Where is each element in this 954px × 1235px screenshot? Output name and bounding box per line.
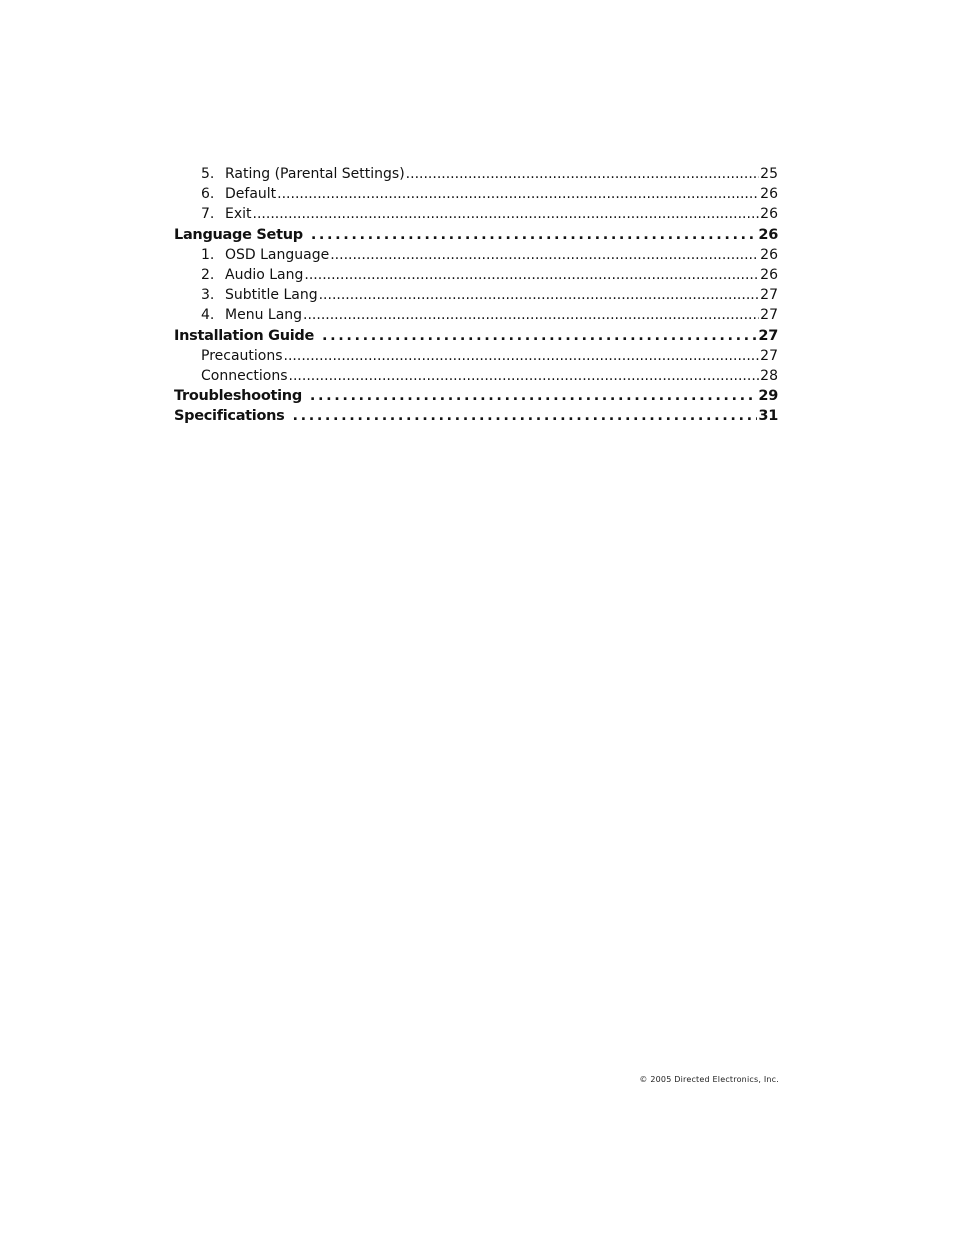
dot-leader bbox=[253, 204, 760, 224]
toc-entry-number: 2. bbox=[201, 266, 215, 283]
toc-entry-subtitle-lang bbox=[174, 285, 778, 305]
dot-leader bbox=[330, 245, 759, 265]
toc-entry-label: Audio Lang bbox=[225, 266, 304, 283]
toc-section-troubleshooting bbox=[174, 386, 778, 406]
toc-entry-label: OSD Language bbox=[225, 246, 330, 263]
toc-entry-osd-language bbox=[174, 245, 778, 265]
dot-leader bbox=[277, 184, 759, 204]
toc-entry-audio-lang bbox=[174, 265, 778, 285]
toc-entry-number: 5. bbox=[201, 166, 215, 182]
toc-section-label: Specifications bbox=[174, 408, 285, 425]
toc-section-installation-guide bbox=[174, 326, 778, 346]
toc-entry-number: 7. bbox=[201, 206, 215, 223]
dot-leader bbox=[319, 285, 760, 305]
toc-entry-page: 27 bbox=[760, 287, 778, 304]
dot-leader bbox=[311, 225, 758, 245]
toc-entry-label: Default bbox=[225, 186, 277, 203]
toc-entry-number: 6. bbox=[201, 186, 215, 203]
toc-entry-number: 3. bbox=[201, 287, 215, 304]
toc-section-label: Troubleshooting bbox=[174, 388, 302, 405]
toc-entry-connections bbox=[174, 366, 778, 386]
toc-entry-menu-lang bbox=[174, 305, 778, 325]
dot-leader bbox=[406, 164, 760, 184]
toc-entry-number: 1. bbox=[201, 246, 215, 263]
toc-section-page: 31 bbox=[758, 408, 778, 425]
dot-leader bbox=[322, 326, 757, 346]
toc-section-language-setup bbox=[174, 225, 778, 245]
toc-entry-label: Subtitle Lang bbox=[225, 287, 318, 304]
toc-entry-page: 25 bbox=[760, 166, 778, 182]
toc-entry-label: Rating (Parental Settings) bbox=[225, 166, 405, 182]
toc-entry-default bbox=[174, 184, 778, 204]
toc-entry-exit bbox=[174, 204, 778, 224]
toc-entry-page: 27 bbox=[760, 307, 778, 324]
dot-leader bbox=[284, 346, 760, 366]
dot-leader bbox=[304, 265, 759, 285]
toc-entry-label: Precautions bbox=[201, 347, 283, 364]
toc-section-page: 26 bbox=[758, 226, 778, 243]
toc-section-page: 27 bbox=[758, 327, 778, 344]
toc-section-specifications bbox=[174, 406, 778, 426]
toc-section-page: 29 bbox=[758, 388, 778, 405]
toc-entry-label: Exit bbox=[225, 206, 252, 223]
toc-entry-precautions bbox=[174, 346, 778, 366]
toc-entry-label: Menu Lang bbox=[225, 307, 303, 324]
toc-entry-page: 26 bbox=[760, 186, 778, 203]
toc-entry-rating bbox=[174, 164, 778, 184]
dot-leader bbox=[289, 366, 760, 386]
copyright-footer: © 2005 Directed Electronics, Inc. bbox=[639, 1075, 779, 1084]
toc-entry-page: 26 bbox=[760, 206, 778, 223]
dot-leader bbox=[303, 305, 759, 325]
toc-entry-page: 28 bbox=[760, 367, 778, 384]
toc-entry-page: 26 bbox=[760, 246, 778, 263]
toc-section-label: Language Setup bbox=[174, 226, 303, 243]
toc-entry-page: 27 bbox=[760, 347, 778, 364]
dot-leader bbox=[310, 386, 758, 406]
toc-entry-number: 4. bbox=[201, 307, 215, 324]
table-of-contents bbox=[174, 164, 778, 426]
toc-entry-label: Connections bbox=[201, 367, 288, 384]
dot-leader bbox=[293, 406, 758, 426]
toc-entry-page: 26 bbox=[760, 266, 778, 283]
toc-section-label: Installation Guide bbox=[174, 327, 315, 344]
